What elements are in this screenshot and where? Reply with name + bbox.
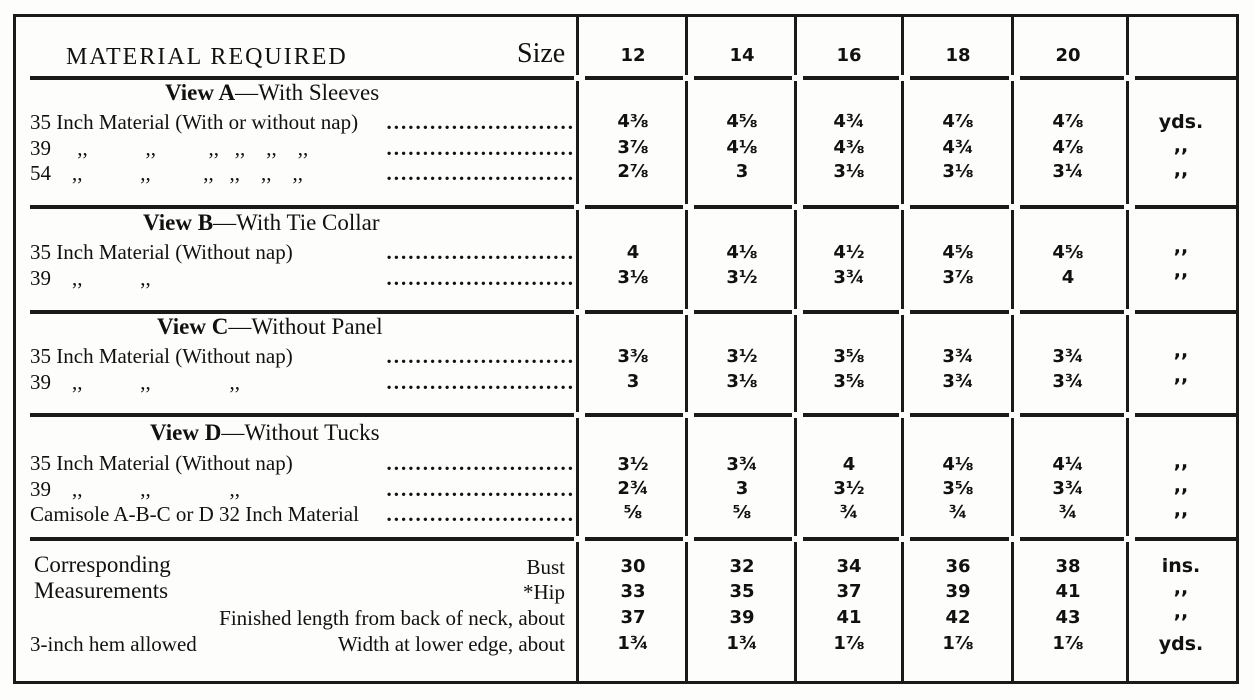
unit-cell: ,,	[1173, 135, 1189, 157]
value-cell: 41	[1055, 581, 1081, 602]
value-cell: 34	[836, 556, 862, 577]
row-label: 39 ,, ,, ,, ..........................	[30, 477, 575, 501]
unit-cell: ,,	[1173, 499, 1189, 521]
column-divider	[1126, 14, 1129, 684]
size-header: 18	[945, 45, 971, 66]
value-cell: 3⅛	[726, 371, 758, 392]
unit-cell: ,,	[1173, 159, 1189, 181]
value-cell: 39	[945, 581, 971, 602]
value-cell: 4½	[833, 242, 865, 263]
measurements-heading-line2: Measurements	[34, 578, 169, 603]
value-cell: 3¾	[942, 371, 974, 392]
section-title-view-b: View B—With Tie Collar	[143, 210, 380, 235]
value-cell: ¾	[948, 502, 968, 523]
value-cell: 3⅝	[942, 478, 974, 499]
measurement-label-length: Finished length from back of neck, about	[219, 606, 565, 630]
value-cell: 4⅞	[1052, 111, 1084, 132]
unit-cell: yds.	[1158, 633, 1204, 655]
measurement-label-hip: *Hip	[523, 580, 565, 604]
value-cell: 4¾	[833, 111, 865, 132]
section-rule	[30, 413, 1236, 417]
unit-cell: ,,	[1173, 601, 1189, 623]
value-cell: 4⅞	[942, 111, 974, 132]
unit-cell: yds.	[1158, 111, 1204, 133]
value-cell: 33	[620, 581, 646, 602]
value-cell: 3⅛	[617, 267, 649, 288]
value-cell: 3⅜	[617, 346, 649, 367]
value-cell: 4⅛	[726, 137, 758, 158]
value-cell: 4⅜	[833, 137, 865, 158]
value-cell: 3⅝	[833, 371, 865, 392]
value-cell: 4⅝	[1052, 242, 1084, 263]
size-header: 16	[836, 45, 862, 66]
value-cell: 1⅞	[1052, 633, 1084, 654]
value-cell: 3½	[833, 478, 865, 499]
value-cell: 35	[729, 581, 755, 602]
value-cell: 37	[620, 607, 646, 628]
section-rule	[30, 537, 1236, 541]
value-cell: 3¼	[1052, 161, 1084, 182]
value-cell: 38	[1055, 556, 1081, 577]
value-cell: ¾	[1058, 502, 1078, 523]
value-cell: 3¾	[1052, 371, 1084, 392]
value-cell: 30	[620, 556, 646, 577]
value-cell: 3	[626, 371, 640, 392]
value-cell: 3	[735, 161, 749, 182]
size-header: 12	[620, 45, 646, 66]
value-cell: 4⅛	[942, 454, 974, 475]
section-rule	[30, 205, 1236, 209]
value-cell: 1⅞	[833, 633, 865, 654]
value-cell: 4	[1061, 267, 1075, 288]
row-label: 54 ,, ,, ,, ,, ,, ,, ..........................	[30, 161, 575, 185]
value-cell: 4¾	[942, 137, 974, 158]
size-header: 14	[729, 45, 755, 66]
row-label: 35 Inch Material (Without nap) ..........................	[30, 451, 575, 475]
value-cell: 32	[729, 556, 755, 577]
section-title-view-a: View A—With Sleeves	[165, 80, 380, 105]
value-cell: 4⅜	[617, 111, 649, 132]
value-cell: 1¾	[617, 633, 649, 654]
value-cell: 43	[1055, 607, 1081, 628]
value-cell: 1¾	[726, 633, 758, 654]
value-cell: 3⅛	[833, 161, 865, 182]
size-header: 20	[1055, 45, 1081, 66]
value-cell: 37	[836, 581, 862, 602]
value-cell: 41	[836, 607, 862, 628]
value-cell: 4	[842, 454, 856, 475]
value-cell: 39	[729, 607, 755, 628]
unit-cell: ,,	[1173, 365, 1189, 387]
unit-cell: ,,	[1173, 451, 1189, 473]
value-cell: 36	[945, 556, 971, 577]
value-cell: 4⅝	[942, 242, 974, 263]
value-cell: 4¼	[1052, 454, 1084, 475]
value-cell: 4⅛	[726, 242, 758, 263]
value-cell: 3½	[617, 454, 649, 475]
value-cell: 3⅞	[617, 137, 649, 158]
table-title: MATERIAL REQUIRED	[66, 44, 348, 70]
section-title-view-d: View D—Without Tucks	[150, 420, 380, 445]
value-cell: 42	[945, 607, 971, 628]
row-label: 35 Inch Material (With or without nap) ..........................	[30, 110, 575, 134]
value-cell: 1⅞	[942, 633, 974, 654]
unit-cell: ,,	[1173, 475, 1189, 497]
value-cell: 3¾	[1052, 346, 1084, 367]
value-cell: 3⅝	[833, 346, 865, 367]
value-cell: 2¾	[617, 478, 649, 499]
value-cell: ⅝	[623, 502, 643, 523]
value-cell: 3¾	[1052, 478, 1084, 499]
value-cell: 3¾	[726, 454, 758, 475]
row-label: 35 Inch Material (Without nap) ..........................	[30, 344, 575, 368]
value-cell: 4⅞	[1052, 137, 1084, 158]
row-label: Camisole A-B-C or D 32 Inch Material ..........................	[30, 502, 575, 526]
value-cell: 4⅝	[726, 111, 758, 132]
value-cell: 3½	[726, 346, 758, 367]
row-label: 39 ,, ,, ..........................	[30, 266, 575, 290]
measurements-heading-line1: Corresponding	[34, 552, 171, 577]
value-cell: 3½	[726, 267, 758, 288]
unit-cell: ,,	[1173, 260, 1189, 282]
size-label: Size	[517, 38, 566, 69]
row-label: 39 ,, ,, ,, ..........................	[30, 370, 575, 394]
unit-cell: ,,	[1173, 577, 1189, 599]
value-cell: ⅝	[732, 502, 752, 523]
row-label: 39 ,, ,, ,, ,, ,, ,, ..........................	[30, 136, 575, 160]
value-cell: 3⅞	[942, 267, 974, 288]
value-cell: 3¾	[833, 267, 865, 288]
value-cell: 3¾	[942, 346, 974, 367]
measurement-label-width: Width at lower edge, about	[337, 632, 565, 656]
unit-cell: ins.	[1161, 555, 1201, 577]
value-cell: 4	[626, 242, 640, 263]
row-label: 35 Inch Material (Without nap) ..........................	[30, 240, 575, 264]
value-cell: 2⅞	[617, 161, 649, 182]
unit-cell: ,,	[1173, 340, 1189, 362]
value-cell: 3	[735, 478, 749, 499]
hem-note: 3-inch hem allowed	[30, 632, 197, 656]
measurement-label-bust: Bust	[526, 555, 565, 579]
section-title-view-c: View C—Without Panel	[157, 314, 383, 339]
value-cell: ¾	[839, 502, 859, 523]
unit-cell: ,,	[1173, 236, 1189, 258]
value-cell: 3⅛	[942, 161, 974, 182]
